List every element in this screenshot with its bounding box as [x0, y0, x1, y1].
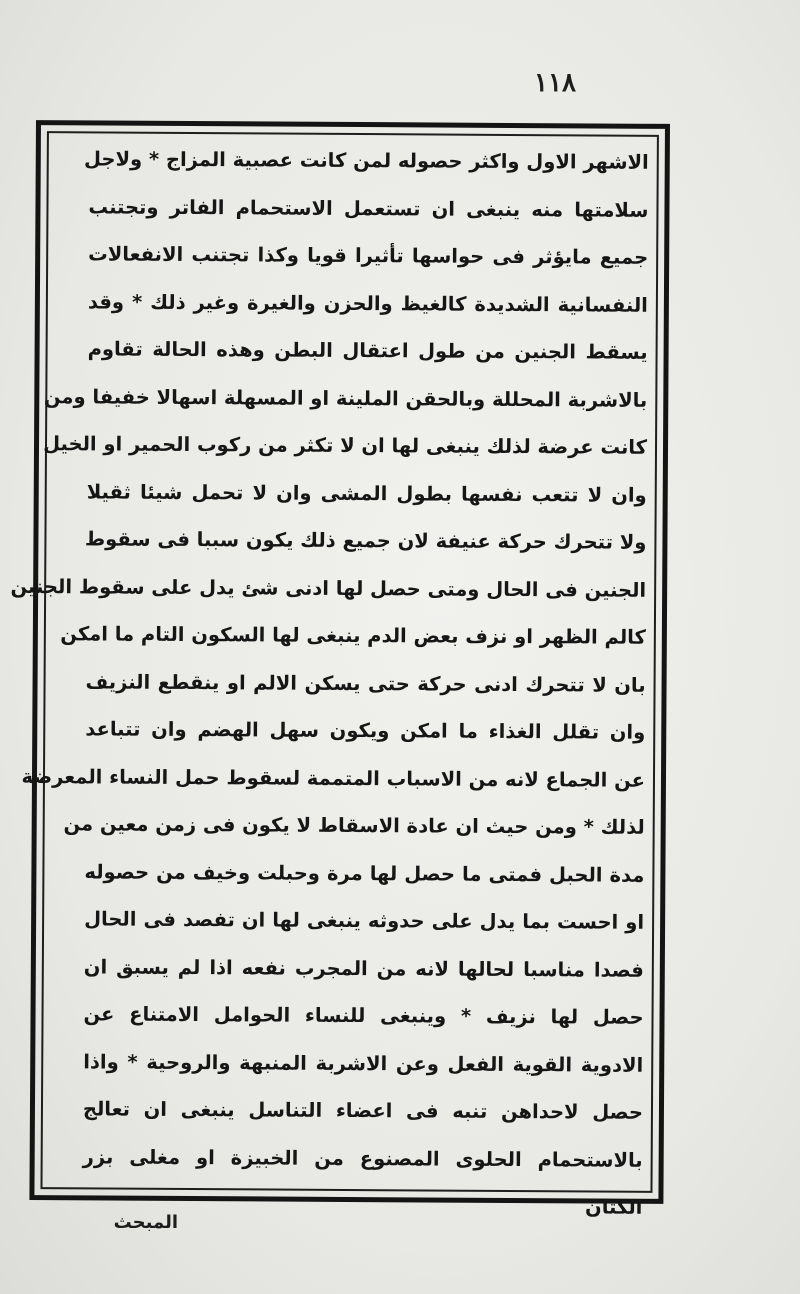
page-number: ١١٨ — [534, 68, 576, 98]
text-line: النفسانية الشديدة كالغيظ والحزن والغيرة وغير ذلك * وقد — [87, 289, 648, 317]
text-line: حصل لها نزيف * وينبغى للنساء الحوامل الامتناع عن — [83, 1002, 644, 1029]
text-line: كالم الظهر او نزف بعض الدم ينبغى لها السكون التام ما امكن — [60, 622, 646, 649]
text-line: يسقط الجنين من طول اعتقال البطن وهذه الحالة تقاوم — [87, 337, 648, 364]
text-line: ولا تتحرك حركة عنيفة لان جميع ذلك يكون سببا فى سقوط — [84, 527, 647, 554]
text-line-final: الكتان — [585, 1195, 643, 1219]
body-text — [10, 135, 649, 1231]
text-line: حصل لاحداهن تنبه فى اعضاء التناسل ينبغى ان تعالج — [82, 1097, 644, 1124]
text-line: جميع مايؤثر فى حواسها تأثيرا قويا وكذا تجتنب الانفعالات — [88, 242, 649, 269]
text-line: بالاشربة المحللة وبالحقن الملينة او المسهلة اسهالا خفيفا ومن — [43, 384, 648, 412]
text-line: وان تقلل الغذاء ما امكن ويكون سهل الهضم وان تتباعد — [85, 717, 646, 744]
text-line: كانت عرضة لذلك ينبغى لها ان لا تكثر من ركوب الحمير او الخيل — [43, 432, 648, 459]
text-line: الجنين فى الحال ومتى حصل لها ادنى شئ يدل على سقوط الجنين — [10, 574, 647, 602]
text-line: او احست بما يدل على حدوثه ينبغى لها ان تفصد فى الحال — [84, 907, 645, 934]
text-line: عن الجماع لانه من الاسباب المتممة لسقوط حمل النساء المعرضة — [21, 764, 646, 792]
text-line: سلامتها منه ينبغى ان تستعمل الاستحمام الفاتر وتجتنب — [88, 194, 649, 222]
text-frame — [10, 120, 670, 1219]
catchword: المبحث — [113, 1212, 178, 1233]
text-line: وان لا تتعب نفسها بطول المشى وان لا تحمل شيئا ثقيلا — [86, 479, 647, 507]
text-line: فصدا مناسبا لحالها لانه من المجرب نفعه اذا لم يسبق ان — [83, 954, 644, 982]
text-line: بان لا تتحرك ادنى حركة حتى يسكن الالم او ينقطع النزيف — [85, 669, 646, 697]
text-line: الاشهر الاول واكثر حصوله لمن كانت عصبية المزاج * ولاجل — [83, 147, 649, 174]
text-line: بالاستحمام الحلوى المصنوع من الخبيزة او مغلى بزر — [82, 1144, 643, 1172]
text-line: مدة الحبل فمتى ما حصل لها مرة وحبلت وخيف من حصوله — [84, 859, 645, 887]
text-line: لذلك * ومن حيث ان عادة الاسقاط لا يكون فى زمن معين من — [63, 812, 645, 839]
text-line: الادوية القوية الفعل وعن الاشربة المنبهة والروحية * واذا — [83, 1049, 644, 1077]
